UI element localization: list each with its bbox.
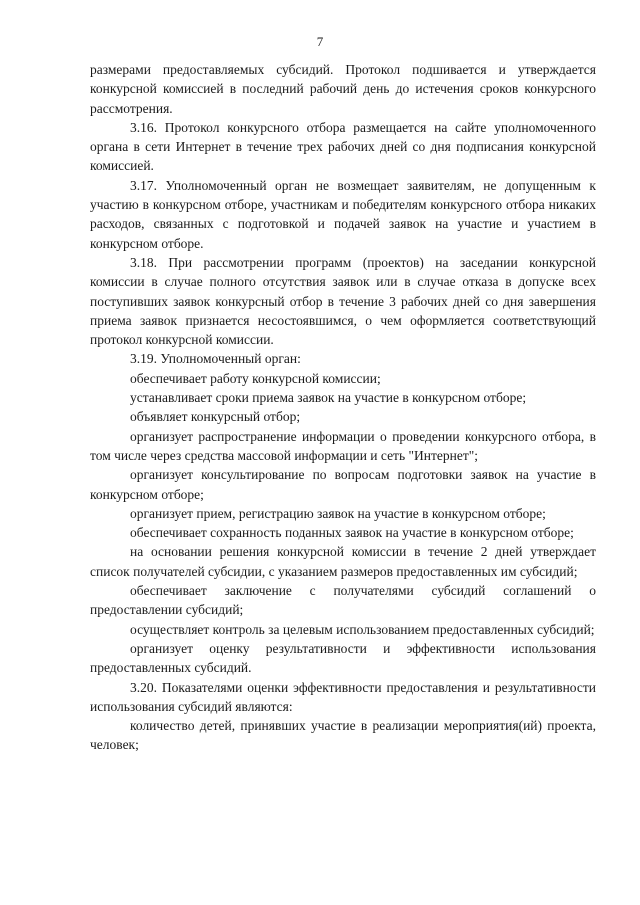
paragraph: размерами предоставляемых субсидий. Протокол подшивается и утверждается конкурсной комиссией в последний рабочий день до истечения сроков конкурсного рассмотрения. <box>90 62 596 116</box>
paragraph: 3.17. Уполномоченный орган не возмещает заявителям, не допущенным к участию в конкурсном отборе, участникам и победителям конкурсного отбора никаких расходов, связанных с подготовкой и подачей заявок на участие и участием в конкурсном отборе. <box>90 177 596 251</box>
paragraph: 3.18. При рассмотрении программ (проектов) на заседании конкурсной комиссии в случае полного отсутствия заявок или в случае отказа в допуске всех поступивших заявок конкурсный отбор в течение 3 рабочих дней со дня завершения приема заявок признается несостоявшимся, о чем оформляется соответствующий протокол конкурсной комиссии. <box>90 254 596 348</box>
page-number: 7 <box>316 34 324 49</box>
paragraph: устанавливает сроки приема заявок на участие в конкурсном отборе; <box>130 390 527 406</box>
paragraph: организует оценку результативности и эффективности использования предоставленных субсидий. <box>90 640 596 676</box>
paragraph: 3.20. Показателями оценки эффективности предоставления и результативности использования субсидий являются: <box>90 679 596 714</box>
paragraph: 3.16. Протокол конкурсного отбора размещается на сайте уполномоченного органа в сети Интернет в течение трех рабочих дней со дня подписания конкурсной комиссией. <box>90 119 596 174</box>
paragraph: организует консультирование по вопросам подготовки заявок на участие в конкурсном отборе; <box>90 467 596 502</box>
paragraph: количество детей, принявших участие в реализации мероприятия(ий) проекта, человек; <box>90 718 596 753</box>
paragraph: 3.19. Уполномоченный орган: <box>130 351 301 367</box>
paragraph: обеспечивает сохранность поданных заявок на участие в конкурсном отборе; <box>130 525 574 541</box>
paragraph: организует распространение информации о проведении конкурсного отбора, в том числе через средства массовой информации и сеть "Интернет"; <box>90 428 596 463</box>
paragraph: на основании решения конкурсной комиссии в течение 2 дней утверждает список получателей субсидии, с указанием размеров предоставленных им субсидий; <box>90 544 596 579</box>
paragraph: обеспечивает заключение с получателями субсидий соглашений о предоставлении субсидий; <box>90 583 596 618</box>
document-body <box>90 60 596 755</box>
paragraph: организует прием, регистрацию заявок на участие в конкурсном отборе; <box>130 505 546 521</box>
paragraph: объявляет конкурсный отбор; <box>130 409 301 425</box>
paragraph: осуществляет контроль за целевым использованием предоставленных субсидий; <box>130 621 595 637</box>
paragraph: обеспечивает работу конкурсной комиссии; <box>130 370 381 386</box>
